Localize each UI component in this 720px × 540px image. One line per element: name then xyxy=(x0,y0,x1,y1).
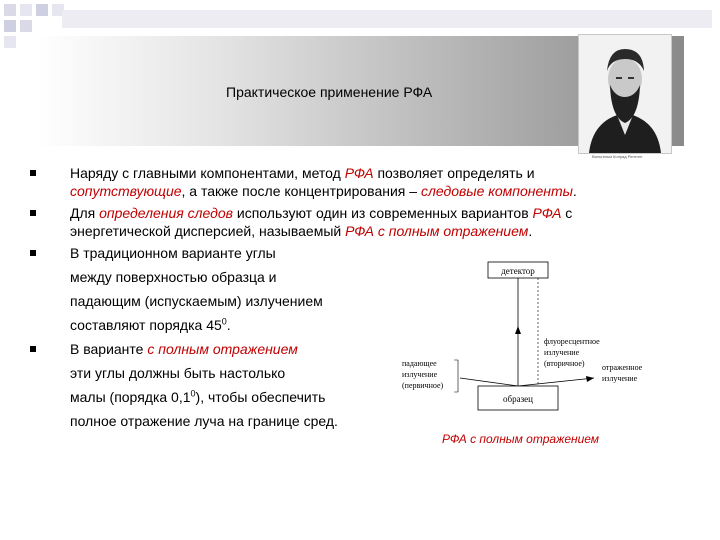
superscript: 0 xyxy=(221,316,227,327)
text: энергетической дисперсией, называемый xyxy=(70,223,346,239)
reflected-beam xyxy=(518,378,594,386)
reflected-label-1: отраженное xyxy=(602,363,643,372)
incident-label-3: (первичное) xyxy=(402,381,444,390)
text: , а также после концентрирования – xyxy=(181,183,421,199)
incident-beam xyxy=(460,378,518,386)
bullet-4-line-3 xyxy=(70,389,325,405)
bullet-marker xyxy=(30,250,36,256)
highlight: РФА xyxy=(344,165,374,181)
deco-square xyxy=(20,4,32,16)
highlight: определения следов xyxy=(99,205,233,221)
bullet-2-line-1 xyxy=(70,205,572,221)
text: составляют порядка 45 xyxy=(70,317,222,333)
bullet-1-line-1 xyxy=(70,165,535,181)
text: . xyxy=(572,183,577,199)
slide-title: Практическое применение РФА xyxy=(226,84,433,100)
reflected-label-2: излучение xyxy=(602,374,638,383)
diagram-caption: РФА с полным отражением xyxy=(442,432,600,446)
bullet-marker xyxy=(30,170,36,176)
deco-square xyxy=(4,36,16,48)
text: . xyxy=(528,223,533,239)
deco-square xyxy=(36,4,48,16)
bullet-3-line-1: В традиционном варианте углы xyxy=(70,245,276,261)
detector-label: детектор xyxy=(501,266,535,276)
bullet-3-line-4 xyxy=(70,317,231,333)
incident-label-2: излучение xyxy=(402,370,438,379)
deco-square xyxy=(4,4,16,16)
text: Для xyxy=(70,205,100,221)
fluorescence-arrow-icon xyxy=(515,326,521,334)
sample-label: образец xyxy=(503,394,533,404)
highlight: с полным отражением xyxy=(147,341,298,357)
fluorescence-label-2: излучение xyxy=(544,348,580,357)
deco-square xyxy=(20,20,32,32)
incident-label-1: падающее xyxy=(402,359,437,368)
text: малы (порядка 0,1 xyxy=(70,389,191,405)
text: используют один из современных вариантов xyxy=(233,205,533,221)
header-line xyxy=(62,10,712,28)
text: Наряду с главными компонентами, метод xyxy=(70,165,345,181)
text: В варианте xyxy=(70,341,148,357)
bullet-1-line-2 xyxy=(70,183,577,199)
bullet-4-line-4: полное отражение луча на границе сред. xyxy=(70,413,338,429)
deco-square xyxy=(4,20,16,32)
highlight: следовые компоненты xyxy=(420,183,573,199)
text: . xyxy=(226,317,231,333)
bullet-3-line-3: падающим (испускаемым) излучением xyxy=(70,293,323,309)
portrait xyxy=(578,34,672,154)
bullet-4-line-1 xyxy=(70,341,298,357)
superscript: 0 xyxy=(190,388,196,399)
bullet-2-line-2 xyxy=(70,223,532,239)
text: с xyxy=(561,205,573,221)
highlight: сопутствующие xyxy=(70,183,182,199)
text: ), чтобы обеспечить xyxy=(195,389,326,405)
portrait-caption: Вильгельм Конрад Рентген xyxy=(592,154,643,159)
bullet-4-line-2: эти углы должны быть настолько xyxy=(70,365,286,381)
highlight: РФА с полным отражением xyxy=(345,223,529,239)
incident-bracket xyxy=(454,360,458,392)
bullet-marker xyxy=(30,346,36,352)
txrf-diagram xyxy=(396,256,664,426)
reflected-arrow-icon xyxy=(586,376,594,382)
highlight: РФА xyxy=(532,205,562,221)
bullet-marker xyxy=(30,210,36,216)
fluorescence-label-1: флуоресцентное xyxy=(544,337,600,346)
text: позволяет определять и xyxy=(373,165,535,181)
bullet-3-line-2: между поверхностью образца и xyxy=(70,269,277,285)
fluorescence-label-3: (вторичное) xyxy=(544,359,585,368)
portrait-image xyxy=(579,35,671,153)
